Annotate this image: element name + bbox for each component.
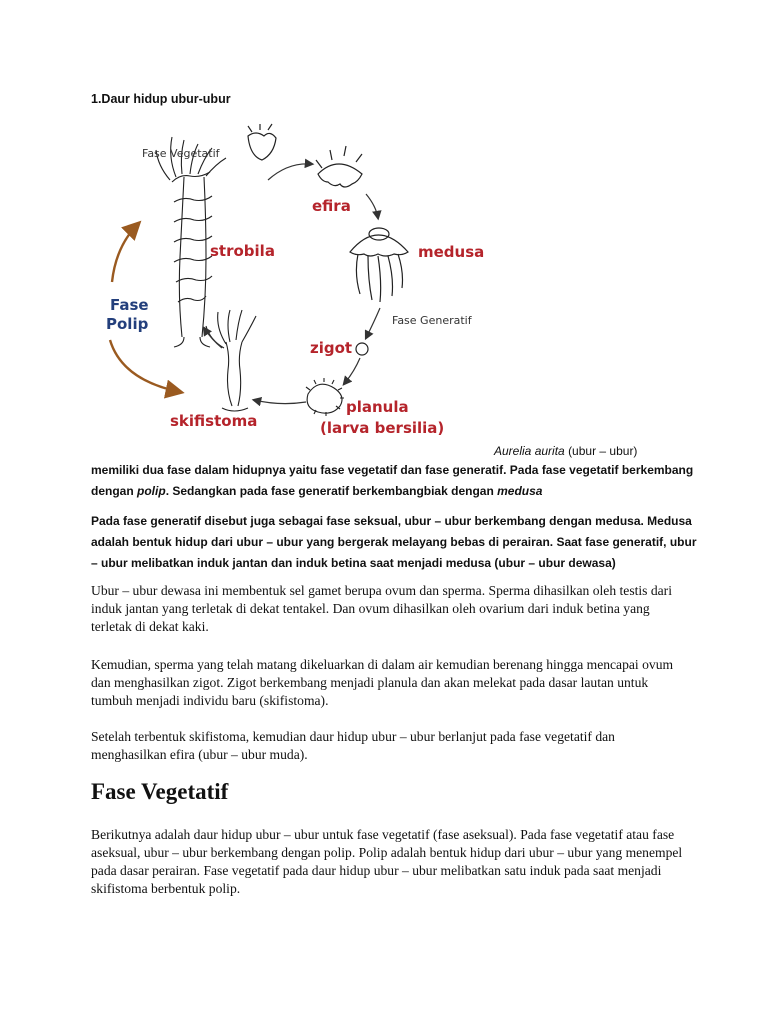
arrow-to-planula	[344, 358, 360, 384]
paragraph-vegetative-phase: Berikutnya adalah daur hidup ubur – ubur untuk fase vegetatif (fase aseksual). Pada fase vegetatif atau fase aseksual, ubur – ubur berkembang dengan polip. Polip adalah bentuk hidup dari ubur – ubur yang menempel pada dasar perairan. Fase vegetatif pada daur hidup ubur – ubur melibatkan satu induk pada saat menjadi skifistoma berbentuk polip.	[91, 827, 683, 896]
ephyra-small-illustration	[248, 124, 276, 160]
species-common-name: (ubur – ubur)	[568, 444, 638, 458]
paragraph-phases	[91, 460, 701, 502]
ephyra-illustration	[316, 146, 362, 187]
label-fase-generatif: Fase Generatif	[392, 314, 472, 327]
label-medusa: medusa	[418, 243, 485, 261]
paragraph-fertilization: Kemudian, sperma yang telah matang dikeluarkan di dalam air kemudian berenang hingga mencapai ovum dan menghasilkan zigot. Zigot berkembang menjadi planula dan akan melekat pada dasar lautan untuk tumbuh menjadi individu baru (skifistoma).	[91, 657, 674, 708]
paragraph-generative-phase: Pada fase generatif disebut juga sebagai fase seksual, ubur – ubur berkembang dengan medusa. Medusa adalah bentuk hidup dari ubur – ubur yang bergerak melayang bebas di perairan. Saat fase generatif, ubur – ubur melibatkan induk jantan dan induk betina saat menjadi medusa (ubur – ubur dewasa)	[91, 514, 697, 570]
label-efira: efira	[312, 197, 351, 215]
para1-polip: polip	[137, 484, 166, 498]
polyp-phase-arrow-down	[110, 340, 180, 392]
para1-text-1: memiliki dua fase dalam hidupnya yaitu fase vegetatif dan fase generatif. Pada fase vegetatif berkembang dengan	[91, 463, 694, 498]
zygote-illustration	[356, 343, 368, 355]
label-larva-bersilia: (larva bersilia)	[320, 419, 445, 437]
label-skifistoma: skifistoma	[170, 412, 258, 430]
label-fase-vegetatif: Fase Vegetatif	[142, 147, 220, 160]
scyphistoma-illustration	[206, 310, 256, 411]
arrow-to-skifistoma	[254, 400, 306, 404]
section-title-fase-vegetatif: Fase Vegetatif	[91, 779, 229, 804]
para1-medusa: medusa	[497, 484, 543, 498]
species-name: Aurelia aurita	[494, 444, 565, 458]
document-heading: 1.Daur hidup ubur-ubur	[91, 92, 231, 106]
paragraph-ephyra: Setelah terbentuk skifistoma, kemudian daur hidup ubur – ubur berlanjut pada fase vegetatif dan menghasilkan efira (ubur – ubur muda).	[91, 729, 615, 762]
label-zigot: zigot	[310, 339, 353, 357]
arrow-to-efira	[268, 164, 312, 180]
label-planula: planula	[346, 398, 409, 416]
label-fase: Fase	[110, 296, 149, 314]
para1-text-2: . Sedangkan pada fase generatif berkembangbiak dengan	[165, 484, 498, 498]
arrow-to-medusa	[366, 194, 378, 218]
jellyfish-life-cycle-diagram	[96, 122, 506, 444]
medusa-illustration	[350, 228, 408, 302]
label-strobila: strobila	[210, 242, 275, 260]
species-caption	[494, 444, 637, 458]
paragraph-gametes: Ubur – ubur dewasa ini membentuk sel gamet berupa ovum dan sperma. Sperma dihasilkan oleh testis dari induk jantan yang terletak di dekat tentakel. Dan ovum dihasilkan oleh ovarium dari induk betina yang terletak di dekat kaki.	[91, 583, 672, 634]
planula-illustration	[306, 378, 344, 416]
label-polip: Polip	[106, 315, 149, 333]
polyp-phase-arrow-up	[112, 224, 138, 282]
arrow-to-zigot	[366, 308, 380, 338]
